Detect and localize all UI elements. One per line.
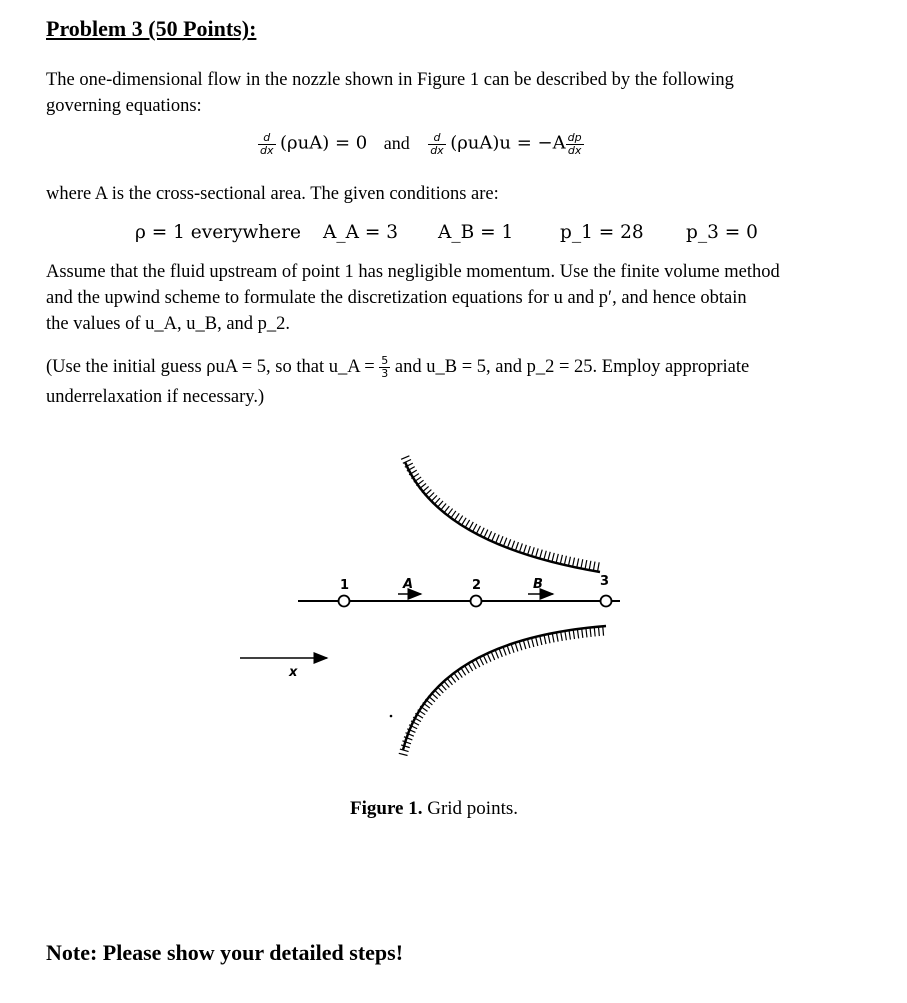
label-x: x	[289, 665, 298, 680]
grid-node-3	[601, 596, 612, 607]
guess-line-1a: (Use the initial guess ρuA = 5, so that u_A =	[46, 357, 375, 377]
stray-dot	[390, 715, 393, 718]
label-point-b: B	[533, 577, 543, 592]
condition-p1: p_1 = 28	[560, 222, 644, 243]
problem-title: Problem 3 (50 Points):	[46, 16, 257, 41]
derivative-operator-1: $\frac{d}{dx}$	[260, 131, 274, 157]
condition-rho: ρ = 1 everywhere	[135, 222, 301, 243]
assumption-paragraph	[46, 259, 833, 337]
derivative-operator-2: $\frac{d}{dx}$	[430, 131, 444, 157]
guess-line-2: underrelaxation if necessary.)	[46, 387, 265, 407]
momentum-equation: (ρuA)u = −A	[450, 132, 566, 154]
upper-wall-hatching	[405, 457, 600, 567]
note-text: Note: Please show your detailed steps!	[46, 940, 404, 965]
guess-fraction: $\frac{5}{3}$	[381, 354, 389, 381]
condition-area-a: A_A = 3	[323, 222, 399, 243]
figure-caption: Figure 1. Grid points.	[350, 798, 519, 819]
assume-line-2: and the upwind scheme to formulate the discretization equations for u and p′, and hence obtain	[46, 288, 747, 308]
governing-equations	[258, 132, 584, 157]
label-point-1: 1	[340, 578, 350, 593]
condition-p3: p_3 = 0	[686, 222, 758, 243]
guess-line-1b: and u_B = 5, and p_2 = 25. Employ appropriate	[394, 357, 750, 377]
intro-paragraph	[46, 67, 833, 119]
assume-line-3: the values of u_A, u_B, and p_2.	[46, 314, 291, 334]
condition-area-b: A_B = 1	[438, 222, 514, 243]
grid-node-1	[339, 596, 350, 607]
lower-nozzle-wall	[403, 626, 606, 750]
continuity-equation: (ρuA) = 0	[280, 132, 368, 154]
pressure-gradient: $\frac{dp}{dx}$	[567, 131, 582, 157]
grid-node-2	[471, 596, 482, 607]
initial-guess-paragraph	[46, 352, 833, 412]
label-point-a: A	[403, 577, 414, 592]
nozzle-figure	[0, 440, 907, 780]
intro-line-1: The one-dimensional flow in the nozzle shown in Figure 1 can be described by the following	[46, 70, 734, 90]
equation-connector: and	[383, 132, 410, 153]
where-text: where A is the cross-sectional area. The given conditions are:	[46, 184, 499, 204]
label-point-2: 2	[472, 578, 482, 593]
label-point-3: 3	[600, 574, 610, 589]
upper-nozzle-wall	[405, 462, 600, 572]
assume-line-1: Assume that the fluid upstream of point 1 has negligible momentum. Use the finite volume method	[46, 262, 780, 282]
intro-line-2: governing equations:	[46, 96, 202, 116]
